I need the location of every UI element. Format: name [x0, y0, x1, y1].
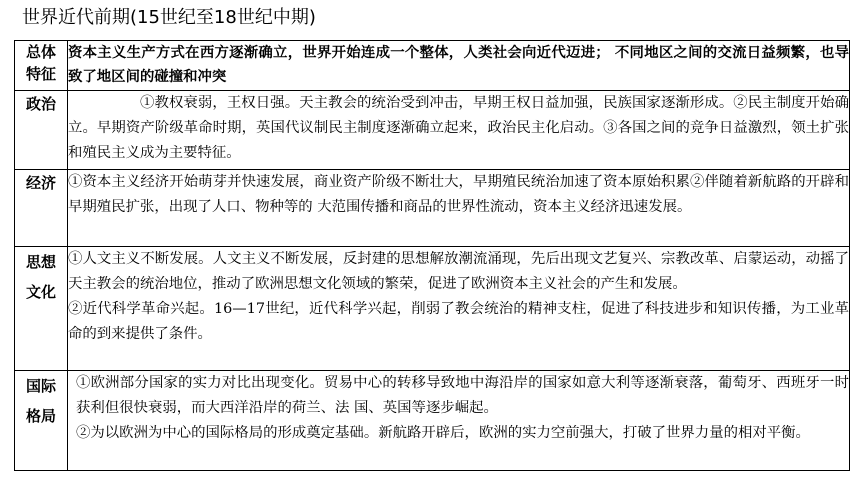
row-label-line: 文化 [25, 283, 56, 301]
row-label-line: 政治 [25, 95, 56, 113]
row-content-overall [68, 41, 850, 91]
table-row-international [15, 371, 850, 471]
row-label-line: 特征 [25, 65, 56, 83]
table-row-politics [15, 91, 850, 170]
content-paragraph: ①资本主义经济开始萌芽并快速发展，商业资产阶级不断壮大，早期殖民统治加速了资本原始积累②伴随着新航路的开辟和早期殖民扩张，出现了人口、物种等的 大范围传播和商品的世界性流动，资本主义经济迅速发展。 [68, 174, 849, 215]
row-label-culture [15, 247, 68, 371]
content-paragraph: ①欧洲部分国家的实力对比出现变化。贸易中心的转移导致地中海沿岸的国家如意大利等逐渐衰落，葡萄牙、西班牙一时获利但很快衰弱，而大西洋沿岸的荷兰、法 国、英国等逐步崛起。 [76, 375, 849, 416]
page-title: 世界近代前期(15世纪至18世纪中期) [22, 7, 316, 28]
content-paragraph: ②近代科学革命兴起。16—17世纪，近代科学兴起，削弱了教会统治的精神支柱，促进了科技进步和知识传播，为工业革命的到来提供了条件。 [68, 301, 849, 342]
row-content-international [68, 371, 850, 471]
paragraph-text: ①教权衰弱，王权日强。天主教会的统治受到冲击，早期王权日益加强，民族国家逐渐形成。②民主制度开始确立。早期资产阶级革命时期，英国代议制民主制度逐渐确立起来，政治民主化启动。③各国之间的竞争日益激烈，领土扩张和殖民主义成为主要特征。 [68, 95, 849, 161]
content-paragraph [68, 91, 849, 166]
row-content-economy [68, 170, 850, 247]
table-row-culture [15, 247, 850, 371]
row-label-line: 总体 [25, 43, 56, 61]
table-row-overall [15, 41, 850, 91]
row-label-line: 经济 [25, 174, 56, 192]
row-content-culture [68, 247, 850, 371]
content-paragraph: 资本主义生产方式在西方逐渐确立，世界开始连成一个整体，人类社会向近代迈进； 不同地区之间的交流日益频繁，也导致了地区间的碰撞和冲突 [68, 44, 849, 85]
row-label-line: 国际 [25, 377, 56, 395]
row-label-line: 格局 [25, 407, 56, 425]
row-label-international [15, 371, 68, 471]
row-content-politics [68, 91, 850, 170]
table-row-economy [15, 170, 850, 247]
row-label-line: 思想 [25, 253, 56, 271]
summary-table [14, 40, 850, 471]
row-label-economy [15, 170, 68, 247]
row-label-overall [15, 41, 68, 91]
row-label-politics [15, 91, 68, 170]
content-paragraph: ①人文主义不断发展。人文主义不断发展，反封建的思想解放潮流涌现，先后出现文艺复兴、宗教改革、启蒙运动，动摇了天主教会的统治地位，推动了欧洲思想文化领域的繁荣，促进了欧洲资本主义社会的产生和发展。 [68, 251, 849, 292]
paragraph-indent [68, 95, 140, 111]
content-paragraph: ②为以欧洲为中心的国际格局的形成奠定基础。新航路开辟后，欧洲的实力空前强大，打破了世界力量的相对平衡。 [76, 425, 810, 441]
